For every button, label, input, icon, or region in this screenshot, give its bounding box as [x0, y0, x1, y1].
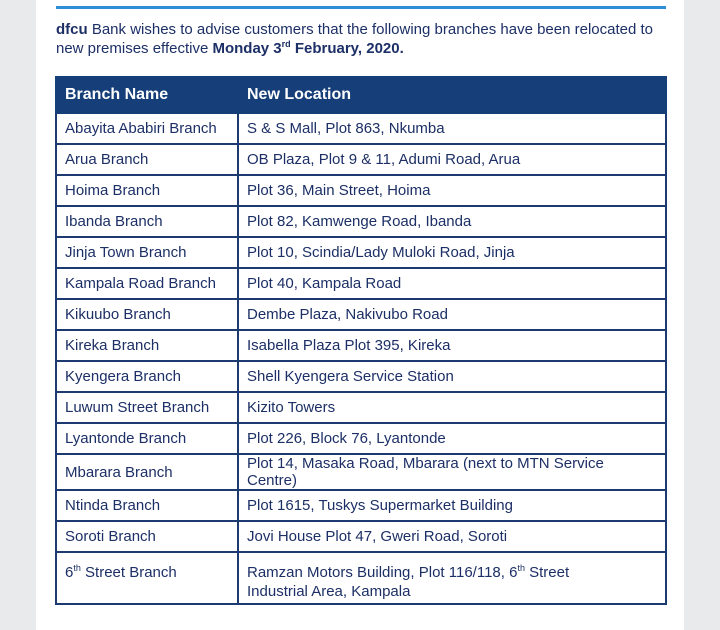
relocation-notice — [56, 20, 668, 58]
branch-name-cell: Ntinda Branch — [56, 490, 238, 521]
table-row — [56, 392, 666, 423]
effective-date: Monday 3rd February, 2020. — [212, 39, 404, 57]
branch-name-cell: Lyantonde Branch — [56, 423, 238, 454]
new-location-cell: Isabella Plaza Plot 395, Kireka — [238, 330, 666, 361]
branch-name-cell: Hoima Branch — [56, 175, 238, 206]
new-location-cell: Kizito Towers — [238, 392, 666, 423]
notice-text: Bank wishes to advise customers that the following branches have been relocated to new premises effective — [56, 21, 653, 57]
table-row — [56, 552, 666, 604]
table-row — [56, 361, 666, 392]
table-row — [56, 237, 666, 268]
new-location-cell: Plot 1615, Tuskys Supermarket Building — [238, 490, 666, 521]
header-new-location: New Location — [238, 77, 666, 113]
table-row — [56, 144, 666, 175]
branch-name-cell: Luwum Street Branch — [56, 392, 238, 423]
branch-name-cell: Mbarara Branch — [56, 454, 238, 490]
table-row — [56, 113, 666, 144]
branch-name-cell: Kireka Branch — [56, 330, 238, 361]
brand-name: dfcu — [56, 21, 88, 38]
branch-name-cell: Kyengera Branch — [56, 361, 238, 392]
table-row — [56, 299, 666, 330]
top-rule — [56, 6, 666, 9]
table-row — [56, 490, 666, 521]
new-location-cell: Plot 82, Kamwenge Road, Ibanda — [238, 206, 666, 237]
new-location-cell: Dembe Plaza, Nakivubo Road — [238, 299, 666, 330]
table-row — [56, 206, 666, 237]
new-location-cell: Shell Kyengera Service Station — [238, 361, 666, 392]
branch-name-cell: Arua Branch — [56, 144, 238, 175]
branch-name-cell: Jinja Town Branch — [56, 237, 238, 268]
new-location-cell: Jovi House Plot 47, Gweri Road, Soroti — [238, 521, 666, 552]
new-location-cell: S & S Mall, Plot 863, Nkumba — [238, 113, 666, 144]
table-row — [56, 268, 666, 299]
new-location-cell: Plot 40, Kampala Road — [238, 268, 666, 299]
table-header-row — [56, 77, 666, 113]
branch-name-cell: Kikuubo Branch — [56, 299, 238, 330]
new-location-cell: OB Plaza, Plot 9 & 11, Adumi Road, Arua — [238, 144, 666, 175]
new-location-cell: Plot 226, Block 76, Lyantonde — [238, 423, 666, 454]
table-row — [56, 175, 666, 206]
table-row — [56, 330, 666, 361]
table-row — [56, 521, 666, 552]
branch-name-cell: Ibanda Branch — [56, 206, 238, 237]
header-branch-name: Branch Name — [56, 77, 238, 113]
branch-name-cell: Soroti Branch — [56, 521, 238, 552]
table-row — [56, 423, 666, 454]
new-location-cell: Ramzan Motors Building, Plot 116/118, 6th Street Industrial Area, Kampala — [238, 552, 666, 604]
branch-name-cell: Kampala Road Branch — [56, 268, 238, 299]
branch-name-cell: 6th Street Branch — [56, 552, 238, 604]
new-location-cell: Plot 10, Scindia/Lady Muloki Road, Jinja — [238, 237, 666, 268]
branch-relocation-table — [55, 76, 667, 605]
branch-name-cell: Abayita Ababiri Branch — [56, 113, 238, 144]
notice-page — [36, 0, 684, 630]
table-row — [56, 454, 666, 490]
new-location-cell: Plot 36, Main Street, Hoima — [238, 175, 666, 206]
new-location-cell: Plot 14, Masaka Road, Mbarara (next to MTN Service Centre) — [238, 454, 666, 490]
